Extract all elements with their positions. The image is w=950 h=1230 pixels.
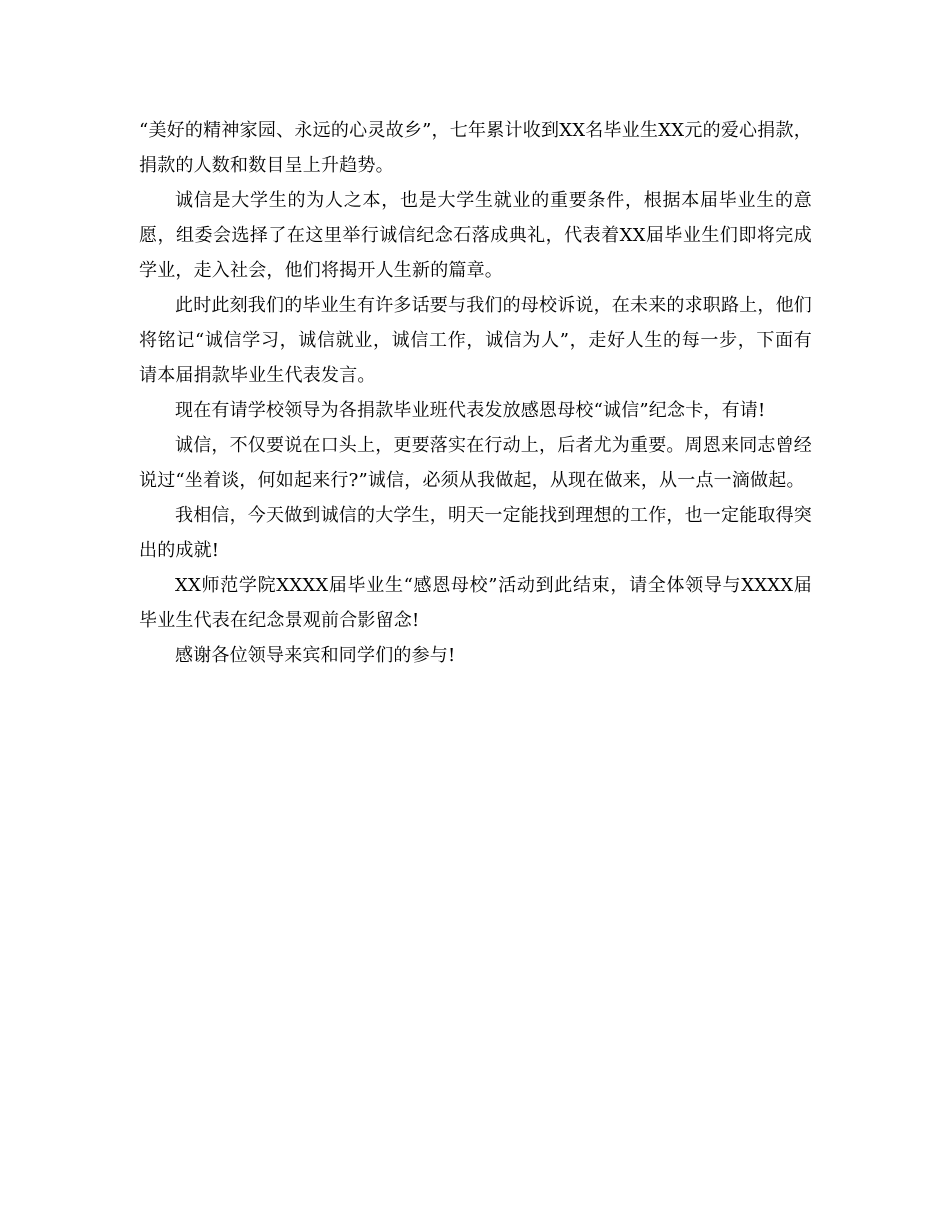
paragraph-2: 诚信是大学生的为人之本，也是大学生就业的重要条件，根据本届毕业生的意愿，组委会选择了在这里举行诚信纪念石落成典礼，代表着XX届毕业生们即将完成学业，走入社会，他们将揭开人生新的篇章。	[139, 190, 812, 281]
paragraph-6: 我相信，今天做到诚信的大学生，明天一定能找到理想的工作，也一定能取得突出的成就!	[139, 505, 812, 561]
paragraph-4: 现在有请学校领导为各捐款毕业班代表发放感恩母校“诚信”纪念卡，有请!	[175, 400, 766, 421]
paragraph-7: XX师范学院XXXX届毕业生“感恩母校”活动到此结束，请全体领导与XXXX届毕业生代表在纪念景观前合影留念!	[139, 575, 812, 631]
paragraph-8: 感谢各位领导来宾和同学们的参与!	[175, 645, 456, 666]
document-body	[139, 113, 812, 673]
paragraph-5: 诚信，不仅要说在口头上，更要落实在行动上，后者尤为重要。周恩来同志曾经说过“坐着谈，何如起来行?”诚信，必须从我做起，从现在做来，从一点一滴做起。	[139, 435, 812, 491]
paragraph-1: “美好的精神家园、永远的心灵故乡”，七年累计收到XX名毕业生XX元的爱心捐款，捐款的人数和数目呈上升趋势。	[139, 120, 812, 176]
paragraph-3: 此时此刻我们的毕业生有许多话要与我们的母校诉说，在未来的求职路上，他们将铭记“诚信学习，诚信就业，诚信工作，诚信为人”，走好人生的每一步，下面有请本届捐款毕业生代表发言。	[139, 295, 812, 386]
